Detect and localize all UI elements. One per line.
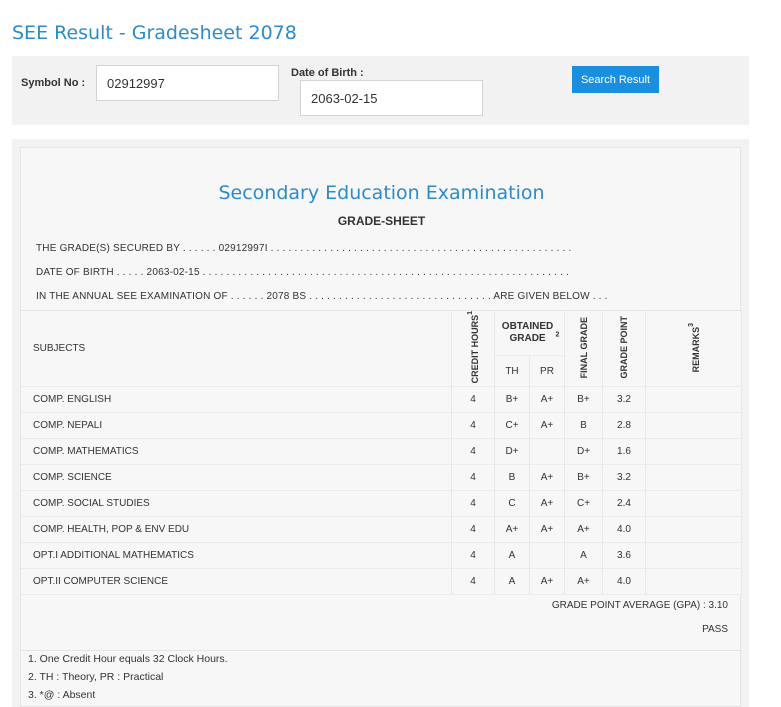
dob-line: DATE OF BIRTH . . . . . 2063-02-15 . . . . . . . . . . . . . . . . . . . . . . . . . . . . . . . . . . . . . . . . . . . . . . . . . . . . . . . . . . . . . . [36, 267, 570, 278]
table-row [21, 413, 742, 439]
credit-hours-cell: 4 [452, 413, 495, 439]
table-header-row [21, 311, 742, 356]
table-row [21, 387, 742, 413]
secured-by-line: THE GRADE(S) SECURED BY . . . . . . 02912997I . . . . . . . . . . . . . . . . . . . . . . . . . . . . . . . . . . . . . . . . . . . . . . . . . . . [36, 243, 572, 254]
grade-point-cell: 1.6 [603, 439, 646, 465]
gpa-line: GRADE POINT AVERAGE (GPA) : 3.10 [551, 600, 728, 611]
credit-hours-cell: 4 [452, 543, 495, 569]
table-row [21, 465, 742, 491]
pr-grade-cell: A+ [530, 569, 565, 595]
credit-hours-cell: 4 [452, 387, 495, 413]
grade-point-cell: 2.8 [603, 413, 646, 439]
credit-hours-cell: 4 [452, 569, 495, 595]
subject-cell: COMP. NEPALI [21, 413, 452, 439]
remarks-cell [646, 465, 742, 491]
gradesheet-panel [12, 139, 749, 707]
th-grade-cell: A [495, 569, 530, 595]
subject-cell: COMP. MATHEMATICS [21, 439, 452, 465]
final-grade-cell: A [565, 543, 603, 569]
pr-grade-cell [530, 439, 565, 465]
header-pr: PR [530, 356, 565, 387]
final-grade-cell: B+ [565, 465, 603, 491]
header-subjects [21, 311, 452, 387]
header-obtained-grade-label: OBTAINED GRADE [501, 321, 554, 345]
header-obtained-grade: OBTAINED GRADE $^2$ [495, 311, 565, 356]
th-grade-cell: D+ [495, 439, 530, 465]
credit-hours-cell: 4 [452, 465, 495, 491]
header-remarks [646, 311, 742, 387]
result-status: PASS [702, 624, 728, 635]
search-panel [12, 56, 749, 125]
subject-cell: OPT.II COMPUTER SCIENCE [21, 569, 452, 595]
header-th: TH [495, 356, 530, 387]
table-row [21, 439, 742, 465]
table-row [21, 569, 742, 595]
pr-grade-cell: A+ [530, 491, 565, 517]
th-grade-cell: A+ [495, 517, 530, 543]
pr-grade-cell: A+ [530, 387, 565, 413]
grade-point-cell: 3.2 [603, 465, 646, 491]
th-grade-cell: B [495, 465, 530, 491]
exam-title: Secondary Education Examination [218, 182, 545, 204]
header-remarks-label: REMARKS$^3$ [687, 322, 701, 372]
header-final-grade [565, 311, 603, 387]
gradesheet [20, 147, 741, 707]
header-subjects-label: SUBJECTS [33, 343, 86, 355]
final-grade-cell: A+ [565, 569, 603, 595]
table-row [21, 517, 742, 543]
pr-grade-cell: A+ [530, 517, 565, 543]
th-grade-cell: C+ [495, 413, 530, 439]
remarks-cell [646, 413, 742, 439]
header-grade-point [603, 311, 646, 387]
remarks-cell [646, 517, 742, 543]
gradesheet-title: GRADE-SHEET [337, 214, 426, 228]
header-final-grade-label: FINAL GRADE [578, 316, 589, 378]
note-2: 2. TH : Theory, PR : Practical [28, 671, 164, 683]
remarks-cell [646, 543, 742, 569]
header-credit-hours [452, 311, 495, 387]
subject-cell: COMP. ENGLISH [21, 387, 452, 413]
remarks-cell [646, 387, 742, 413]
grade-point-cell: 4.0 [603, 569, 646, 595]
remarks-cell [646, 439, 742, 465]
final-grade-cell: C+ [565, 491, 603, 517]
subject-cell: COMP. SOCIAL STUDIES [21, 491, 452, 517]
dob-input[interactable]: 2063-02-15 [300, 80, 483, 116]
grade-point-cell: 3.2 [603, 387, 646, 413]
grade-point-cell: 2.4 [603, 491, 646, 517]
final-grade-cell: B+ [565, 387, 603, 413]
remarks-cell [646, 569, 742, 595]
grades-table [21, 310, 742, 595]
note-1: 1. One Credit Hour equals 32 Clock Hours. [28, 653, 228, 665]
final-grade-cell: D+ [565, 439, 603, 465]
grade-point-cell: 4.0 [603, 517, 646, 543]
symbol-no-input[interactable]: 02912997 [96, 65, 279, 101]
header-credit-hours-label: CREDIT HOURS$^1$ [467, 311, 480, 384]
credit-hours-cell: 4 [452, 517, 495, 543]
notes-divider [21, 650, 742, 651]
table-row [21, 543, 742, 569]
exam-line: IN THE ANNUAL SEE EXAMINATION OF . . . . . . 2078 BS . . . . . . . . . . . . . . . . . . . . . . . . . . . . . . . ARE GIVEN BELOW . . . [36, 291, 608, 302]
th-grade-cell: A [495, 543, 530, 569]
header-grade-point-label: GRADE POINT [619, 315, 629, 379]
page-title: SEE Result - Gradesheet 2078 [12, 22, 297, 44]
grade-point-cell: 3.6 [603, 543, 646, 569]
pr-grade-cell: A+ [530, 465, 565, 491]
th-grade-cell: C [495, 491, 530, 517]
dob-label: Date of Birth : [291, 67, 364, 79]
subject-cell: COMP. HEALTH, POP & ENV EDU [21, 517, 452, 543]
subject-cell: COMP. SCIENCE [21, 465, 452, 491]
subject-cell: OPT.I ADDITIONAL MATHEMATICS [21, 543, 452, 569]
final-grade-cell: B [565, 413, 603, 439]
note-3: 3. *@ : Absent [28, 689, 96, 701]
pr-grade-cell [530, 543, 565, 569]
pr-grade-cell: A+ [530, 413, 565, 439]
final-grade-cell: A+ [565, 517, 603, 543]
remarks-cell [646, 491, 742, 517]
symbol-no-label: Symbol No : [21, 77, 86, 89]
table-row [21, 491, 742, 517]
search-result-button[interactable]: Search Result [572, 66, 659, 93]
credit-hours-cell: 4 [452, 491, 495, 517]
credit-hours-cell: 4 [452, 439, 495, 465]
th-grade-cell: B+ [495, 387, 530, 413]
